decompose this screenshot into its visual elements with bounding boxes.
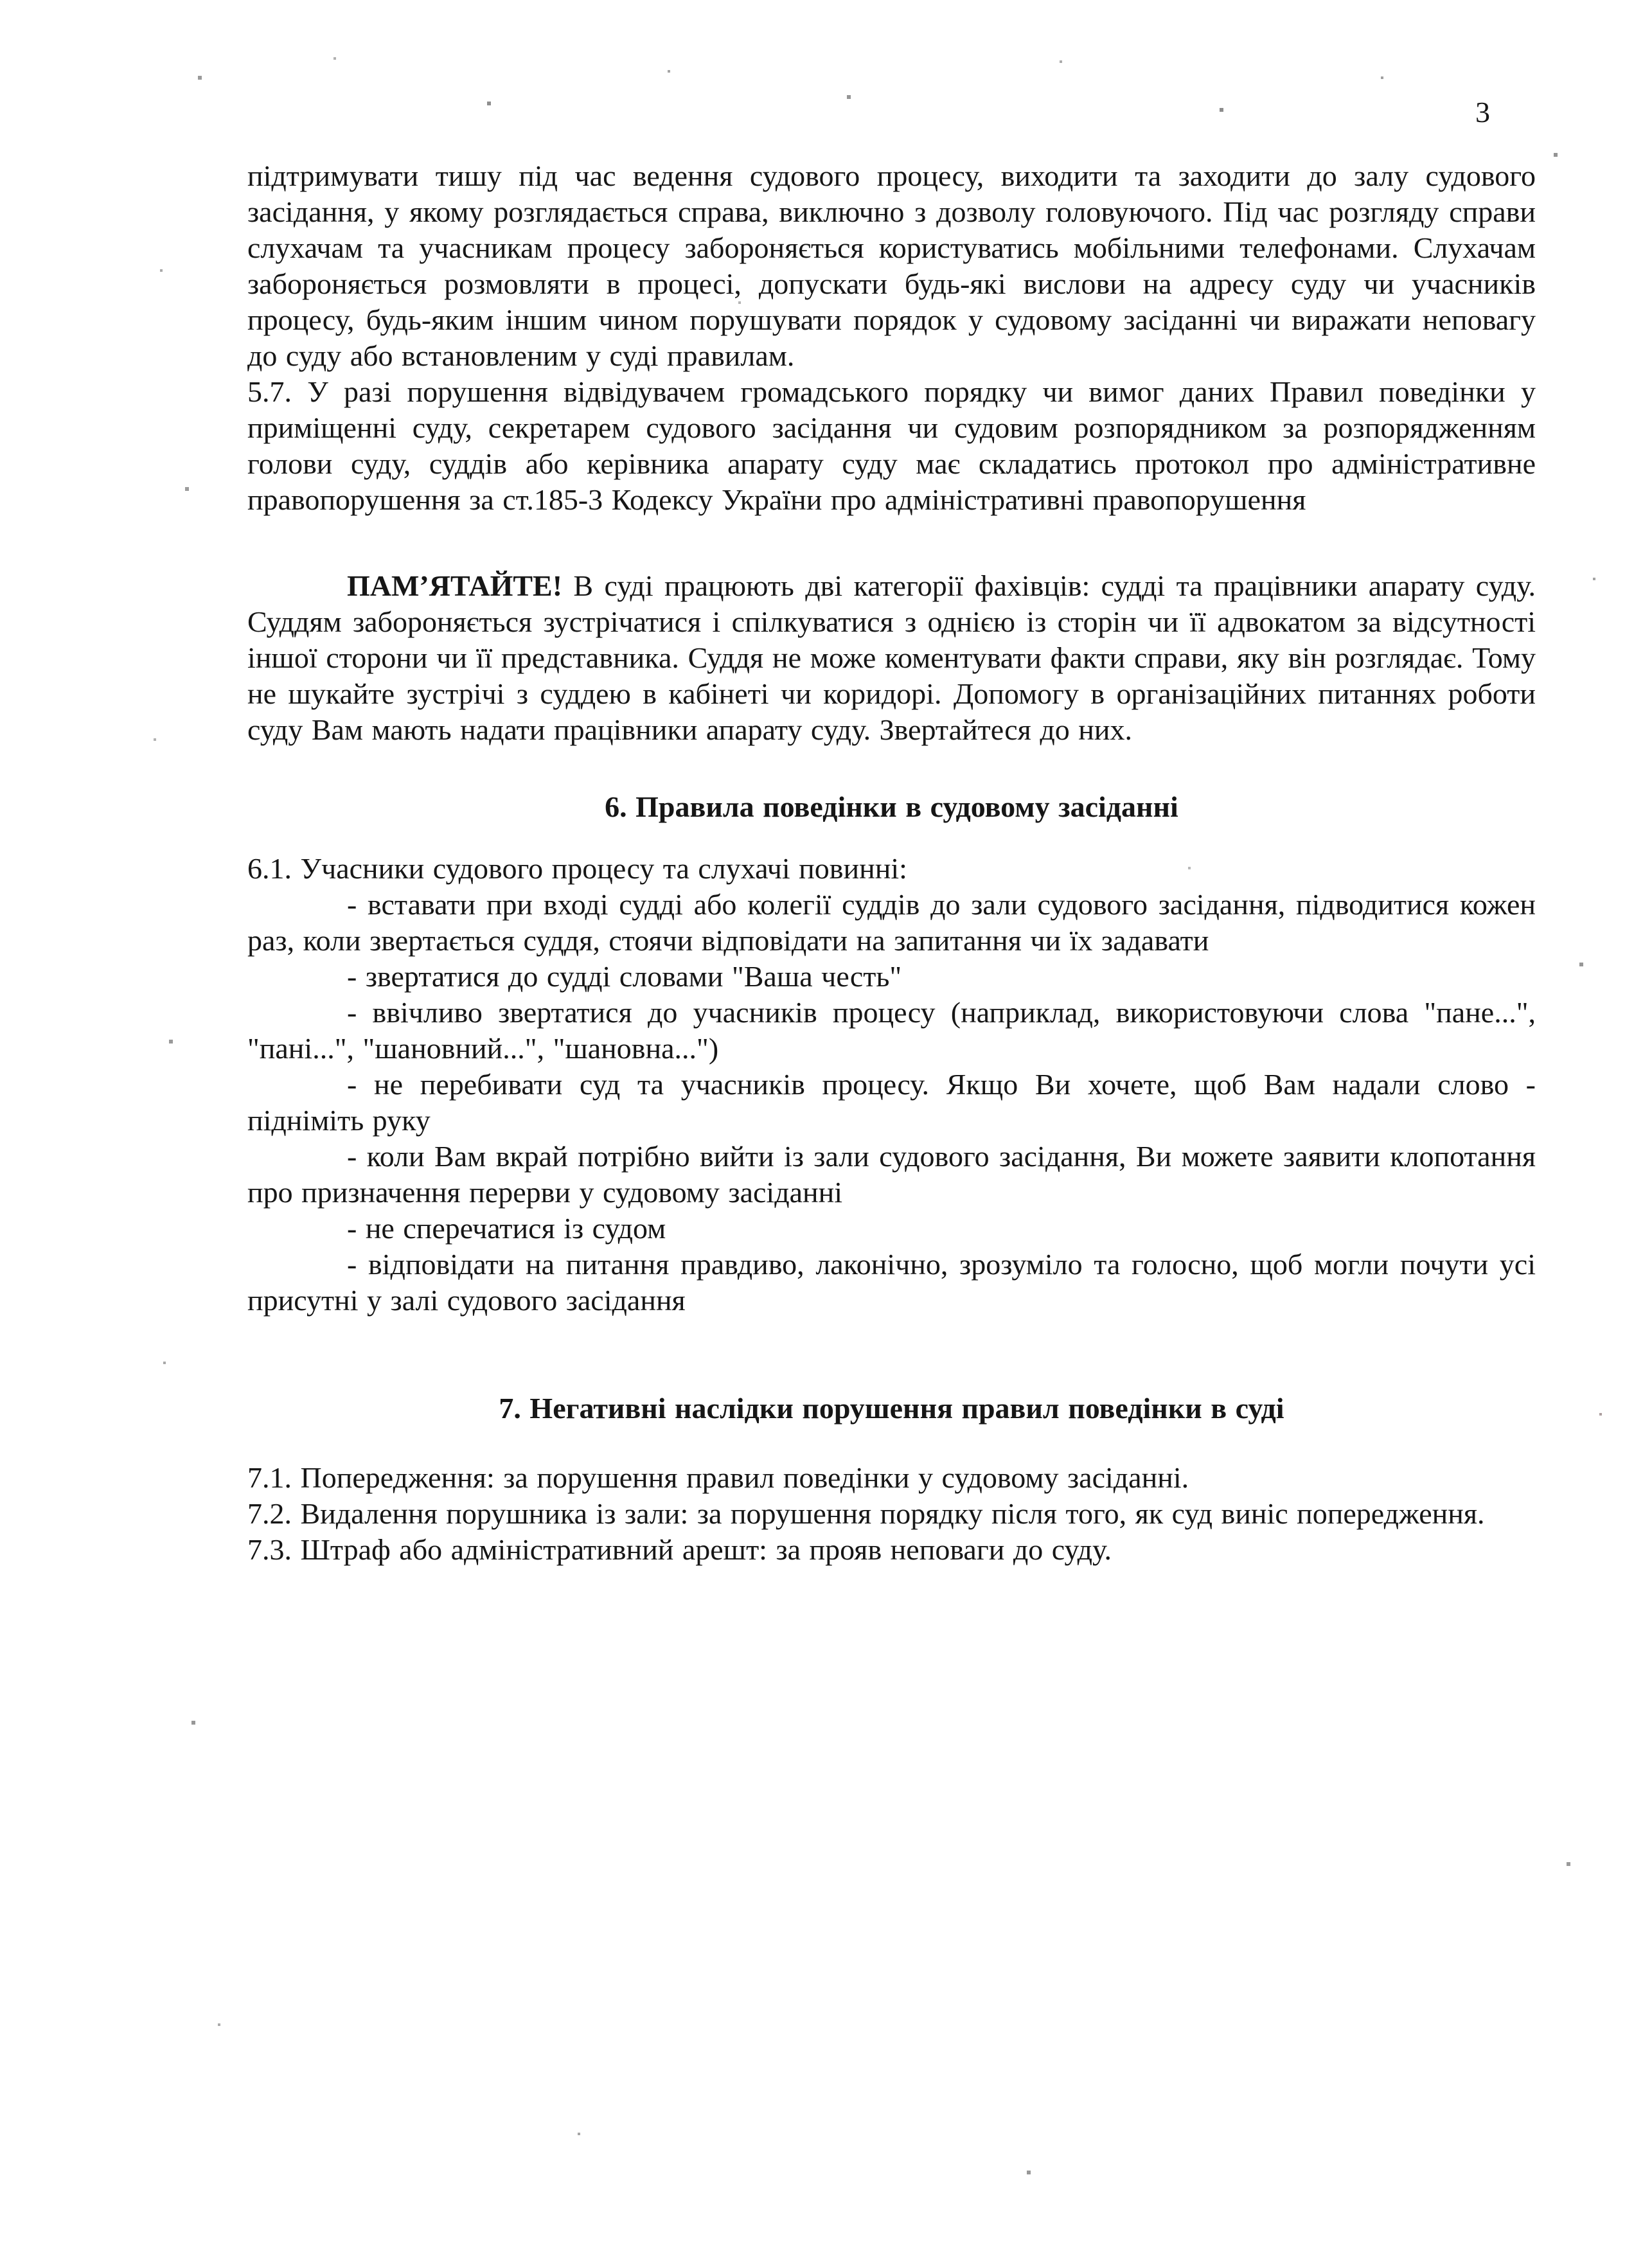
consequence-item-7-2: 7.2. Видалення порушника із зали: за порушення порядку після того, як суд виніс попередження. <box>247 1497 1485 1530</box>
rule-item-leave-request: - коли Вам вкрай потрібно вийти із зали судового засідання, Ви можете заявити клопотання про призначення перерви у судовому засіданні <box>247 1140 1536 1209</box>
rule-item-no-arguing: - не сперечатися із судом <box>347 1212 666 1245</box>
page-number: 3 <box>1475 96 1490 129</box>
section-6-heading: 6. Правила поведінки в судовому засіданні <box>605 790 1178 823</box>
consequence-item-7-3: 7.3. Штраф або адміністративний арешт: за прояв неповаги до суду. <box>247 1533 1112 1566</box>
consequence-item-7-1: 7.1. Попередження: за порушення правил поведінки у судовому засіданні. <box>247 1461 1189 1494</box>
conduct-rules-list <box>247 887 1536 1319</box>
remember-body: В суді працюють дві категорії фахівців: судді та працівники апарату суду. Суддям забороняється зустрічатися і спілкуватися з однією із сторін чи її адвокатом за відсутності іншої сторони чи її представника. Суддя не може коментувати факти справи, яку він розглядає. Тому не шукайте зустрічі з суддею в кабінеті чи коридорі. Допомогу в організаційних питаннях роботи суду Вам мають надати працівники апарату суду. Звертайтеся до них. <box>247 569 1536 746</box>
rule-item-answer-truthfully: - відповідати на питання правдиво, лаконічно, зрозуміло та голосно, щоб могли почути усі присутні у залі судового засідання <box>247 1248 1536 1317</box>
document-body <box>247 158 1536 1568</box>
rule-item-your-honor: - звертатися до судді словами "Ваша честь" <box>347 960 902 993</box>
consequences-list <box>247 1460 1536 1568</box>
section-6-1-intro: 6.1. Учасники судового процесу та слухачі повинні: <box>247 852 907 885</box>
remember-lead: ПАМ’ЯТАЙТЕ! <box>347 569 563 602</box>
rule-item-polite-address: - ввічливо звертатися до учасників процесу (наприклад, використовуючи слова "пане...", "пані...", "шановний...", "шановна...") <box>247 996 1536 1065</box>
rule-item-no-interrupting: - не перебивати суд та учасників процесу. Якщо Ви хочете, щоб Вам надали слово - підніміть руку <box>247 1068 1536 1137</box>
remember-paragraph <box>247 568 1536 748</box>
section-7-heading: 7. Негативні наслідки порушення правил поведінки в суді <box>499 1392 1284 1425</box>
paragraph-5-7: 5.7. У разі порушення відвідувачем громадського порядку чи вимог даних Правил поведінки у приміщенні суду, секретарем судового засідання чи судовим розпорядником за розпорядженням голови суду, суддів або керівника апарату суду має складатись протокол про адміністративне правопорушення за ст.185-3 Кодексу України про адміністративні правопорушення <box>247 375 1536 516</box>
rule-item-stand-up: - вставати при вході судді або колегії суддів до зали судового засідання, підводитися кожен раз, коли звертається суддя, стоячи відповідати на запитання чи їх задавати <box>247 888 1536 957</box>
paragraph-conduct-continuation: підтримувати тишу під час ведення судового процесу, виходити та заходити до залу судового засідання, у якому розглядається справа, виключно з дозволу головуючого. Під час розгляду справи слухачам та учасникам процесу забороняється користуватись мобільними телефонами. Слухачам забороняється розмовляти в процесі, допускати будь-які вислови на адресу суду чи учасників процесу, будь-яким іншим чином порушувати порядок у судовому засіданні чи виражати неповагу до суду або встановленим у суді правилам. <box>247 159 1536 372</box>
scan-noise <box>0 0 1 1</box>
